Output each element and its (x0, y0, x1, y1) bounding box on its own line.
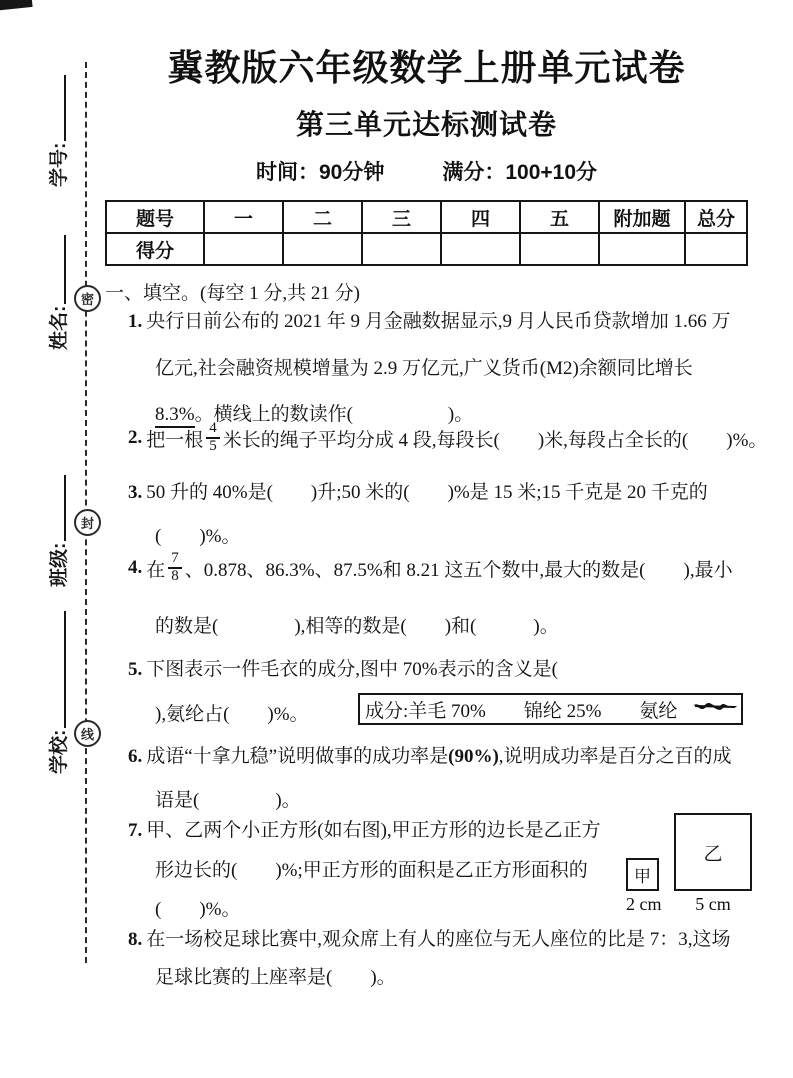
question-1-line-1 (128, 306, 731, 333)
score-table-header-cell: 总分 (685, 201, 747, 233)
question-2-line (128, 413, 767, 463)
square-yi-label: 乙 (703, 843, 723, 865)
question-4-line-2: 的数是( ),相等的数是( )和( )。 (155, 616, 559, 637)
question-2-text-post: 米长的绳子平均分成 4 段,每段长( )米,每段占全长的( )%。 (222, 429, 768, 451)
fraction-denominator: 5 (206, 437, 220, 455)
margin-field-school (44, 611, 70, 774)
score-table-header-cell: 二 (283, 201, 362, 233)
question-3-line-2: ( )%。 (155, 526, 241, 547)
question-1-number: 1. (128, 311, 143, 332)
square-yi-dimension: 5 cm (695, 894, 731, 914)
question-6-line-1 (128, 741, 732, 768)
question-6-bold-value: (90%) (448, 746, 499, 767)
question-7-line-2: 形边长的( )%;甲正方形的面积是乙正方形面积的 (155, 860, 588, 881)
fraction-four-fifths (206, 421, 220, 455)
question-1-line-2: 亿元,社会融资规模增量为 2.9 万亿元,广义货币(M2)余额同比增长 (155, 358, 693, 379)
school-label: 学校: (48, 729, 70, 774)
question-3-line-1 (128, 477, 708, 504)
name-label: 姓名: (48, 305, 70, 350)
student-id-blank-line (48, 75, 65, 141)
question-7-line-3: ( )%。 (155, 899, 241, 920)
score-cell-empty (685, 233, 747, 265)
fraction-numerator: 4 (209, 420, 217, 437)
question-7-text: 甲、乙两个小正方形(如右图),甲正方形的边长是乙正方 (146, 820, 601, 841)
score-cell-empty (283, 233, 362, 265)
question-2-text-pre: 把一根 (146, 429, 204, 451)
class-label: 班级: (48, 542, 70, 587)
scribble-mark (691, 698, 739, 720)
seal-char-feng-text: 封 (80, 516, 94, 531)
section1-heading: 一、填空。(每空 1 分,共 21 分) (105, 283, 360, 304)
question-8-line-2: 足球比赛的上座率是( )。 (155, 967, 396, 988)
square-yi (674, 813, 752, 891)
time-limit: 时间：90分钟 (255, 161, 385, 184)
score-table-header-cell: 附加题 (599, 201, 685, 233)
student-id-label: 学号: (48, 142, 70, 187)
question-8-line-1 (128, 924, 731, 951)
margin-field-name (44, 235, 70, 350)
score-row-label: 得分 (106, 233, 204, 265)
question-5-number: 5. (128, 659, 143, 680)
score-table-header-cell: 五 (520, 201, 599, 233)
score-cell-empty (362, 233, 441, 265)
question-1-line-3-rest: 。横线上的数读作( )。 (194, 404, 474, 425)
question-4-line-1 (128, 543, 733, 593)
question-5-line-1 (128, 654, 558, 681)
question-3-text: 50 升的 40%是( )升;50 米的( )%是 15 米;15 千克是 20 千克的 (146, 482, 708, 503)
school-blank-line (48, 611, 65, 728)
fraction-denominator: 8 (168, 567, 182, 585)
score-table-header-cell: 题号 (106, 201, 204, 233)
question-2-number: 2. (128, 427, 143, 448)
seal-char-mi-text: 密 (80, 292, 94, 307)
scan-corner-artifact (0, 0, 33, 11)
question-5-text: 下图表示一件毛衣的成分,图中 70%表示的含义是( (146, 659, 558, 680)
score-cell-empty (204, 233, 283, 265)
underlined-number: 8.3% (155, 404, 195, 428)
seal-char-xian (74, 720, 101, 747)
composition-text: 成分:羊毛 70% 锦纶 25% 氨纶 (365, 700, 678, 722)
question-5-line-2: ),氨纶占( )%。 (155, 704, 309, 725)
question-4-number: 4. (128, 557, 143, 578)
page-title: 冀教版六年级数学上册单元试卷 (167, 47, 686, 88)
question-6-text-post: ,说明成功率是百分之百的成 (498, 746, 732, 767)
score-table-score-row (106, 233, 747, 265)
score-table-header-row (106, 201, 747, 233)
seal-char-feng (74, 509, 101, 536)
score-table-header-cell: 四 (441, 201, 520, 233)
seal-char-mi (74, 285, 101, 312)
question-8-text: 在一场校足球比赛中,观众席上有人的座位与无人座位的比是 7：3,这场 (146, 929, 731, 950)
question-6-text-pre: 成语“十拿九稳”说明做事的成功率是 (146, 746, 449, 767)
name-blank-line (48, 235, 65, 304)
question-3-number: 3. (128, 482, 143, 503)
score-cell-empty (599, 233, 685, 265)
class-blank-line (48, 475, 65, 541)
square-jia (626, 858, 659, 891)
question-6-number: 6. (128, 746, 143, 767)
square-jia-label: 甲 (634, 867, 651, 886)
fraction-numerator: 7 (171, 550, 179, 567)
question-7-line-1 (128, 815, 601, 842)
page-subtitle: 第三单元达标测试卷 (295, 109, 557, 140)
square-jia-dimension: 2 cm (626, 894, 662, 914)
fraction-seven-eighths (168, 551, 182, 585)
question-8-number: 8. (128, 929, 143, 950)
question-4-text-post: 、0.878、86.3%、87.5%和 8.21 这五个数中,最大的数是( ),最小 (184, 559, 733, 581)
score-cell-empty (520, 233, 599, 265)
question-4-text-pre: 在 (146, 559, 166, 581)
question-1-text: 央行日前公布的 2021 年 9 月金融数据显示,9 月人民币贷款增加 1.66 万 (146, 311, 731, 332)
full-score: 满分：100+10分 (442, 161, 598, 184)
sweater-composition-box (358, 693, 743, 725)
margin-field-student-id (44, 75, 70, 187)
score-table-header-cell: 三 (362, 201, 441, 233)
seal-char-xian-text: 线 (80, 727, 94, 742)
exam-info-line (105, 156, 748, 186)
margin-field-class (44, 475, 70, 587)
question-7-number: 7. (128, 820, 143, 841)
score-table (105, 200, 748, 266)
score-cell-empty (441, 233, 520, 265)
question-6-line-2: 语是( )。 (155, 790, 301, 811)
score-table-header-cell: 一 (204, 201, 283, 233)
